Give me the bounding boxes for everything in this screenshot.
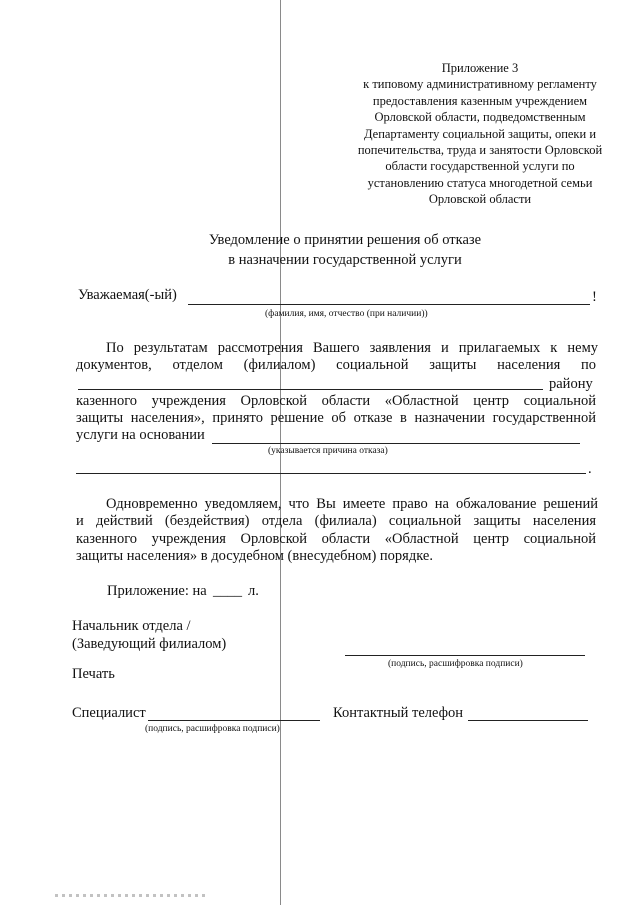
head-title-line-1: Начальник отдела / [72,618,191,634]
body2-line-3: казенного учреждения Орловской области «Областной центр социальной [76,531,596,547]
body2-line-2: и действий (бездействия) отдела (филиала) социальной защиты населения [76,513,596,529]
body1-line-2: документов, отделом (филиалом) социальной защиты населения по [76,357,596,373]
phone-field[interactable] [468,720,588,721]
specialist-signature-hint: (подпись, расшифровка подписи) [145,724,280,734]
salutation-exclamation: ! [592,289,597,305]
appendix-line: Орловской области [428,192,532,207]
salutation-name-field[interactable] [188,304,590,305]
appendix-line: Приложение 3 [441,61,519,75]
head-signature-hint: (подпись, расшифровка подписи) [388,659,523,669]
body2-line-1: Одновременно уведомляем, что Вы имеете право на обжалование решений [106,496,598,512]
appendix-line: Орловской области, подведомственным [374,110,586,125]
title-line-2: в назначении государственной услуги [228,252,462,268]
attachment-sheets-field[interactable]: ____ [213,583,242,599]
attachment-label: Приложение: на [107,583,207,599]
document-title [150,230,540,270]
specialist-label: Специалист [72,705,146,721]
district-field[interactable] [78,389,543,390]
specialist-signature-field[interactable] [148,720,320,721]
body2-line-4: защиты населения» в досудебном (внесудебном) порядке. [76,548,433,564]
stamp-label: Печать [72,666,115,682]
appendix-line: области государственной услуги по [385,159,575,174]
title-line-1: Уведомление о принятии решения об отказе [208,232,482,248]
attachment-unit: л. [248,583,259,599]
reason-field-continuation[interactable] [76,473,586,474]
appendix-line: установлению статуса многодетной семьи [367,175,593,190]
head-title-line-2: (Заведующий филиалом) [72,636,227,652]
appendix-line: попечительства, труда и занятости Орловской [357,143,603,158]
appendix-line: к типовому административному регламенту [363,77,597,92]
head-signature-field[interactable] [345,655,585,656]
phone-label: Контактный телефон [333,705,464,721]
salutation-label: Уважаемая(-ый) [78,287,177,303]
body1-end-period: . [588,461,592,477]
body1-rayon: району [549,376,593,392]
body1-line-4: казенного учреждения Орловской области «Областной центр социальной [76,393,596,409]
body1-line-6: услуги на основании [76,427,205,443]
body1-line-5: защиты населения», принято решение об отказе в назначении государственной [76,410,596,426]
reason-hint: (указывается причина отказа) [268,446,388,456]
salutation-hint: (фамилия, имя, отчество (при наличии)) [265,309,428,319]
scan-noise [55,894,205,897]
appendix-line: Департаменту социальной защиты, опеки и [363,126,597,141]
appendix-header [330,60,630,208]
body1-line-1: По результатам рассмотрения Вашего заявления и прилагаемых к нему [106,340,598,356]
appendix-line: предоставления казенным учреждением [372,93,588,108]
reason-field[interactable] [212,443,580,444]
